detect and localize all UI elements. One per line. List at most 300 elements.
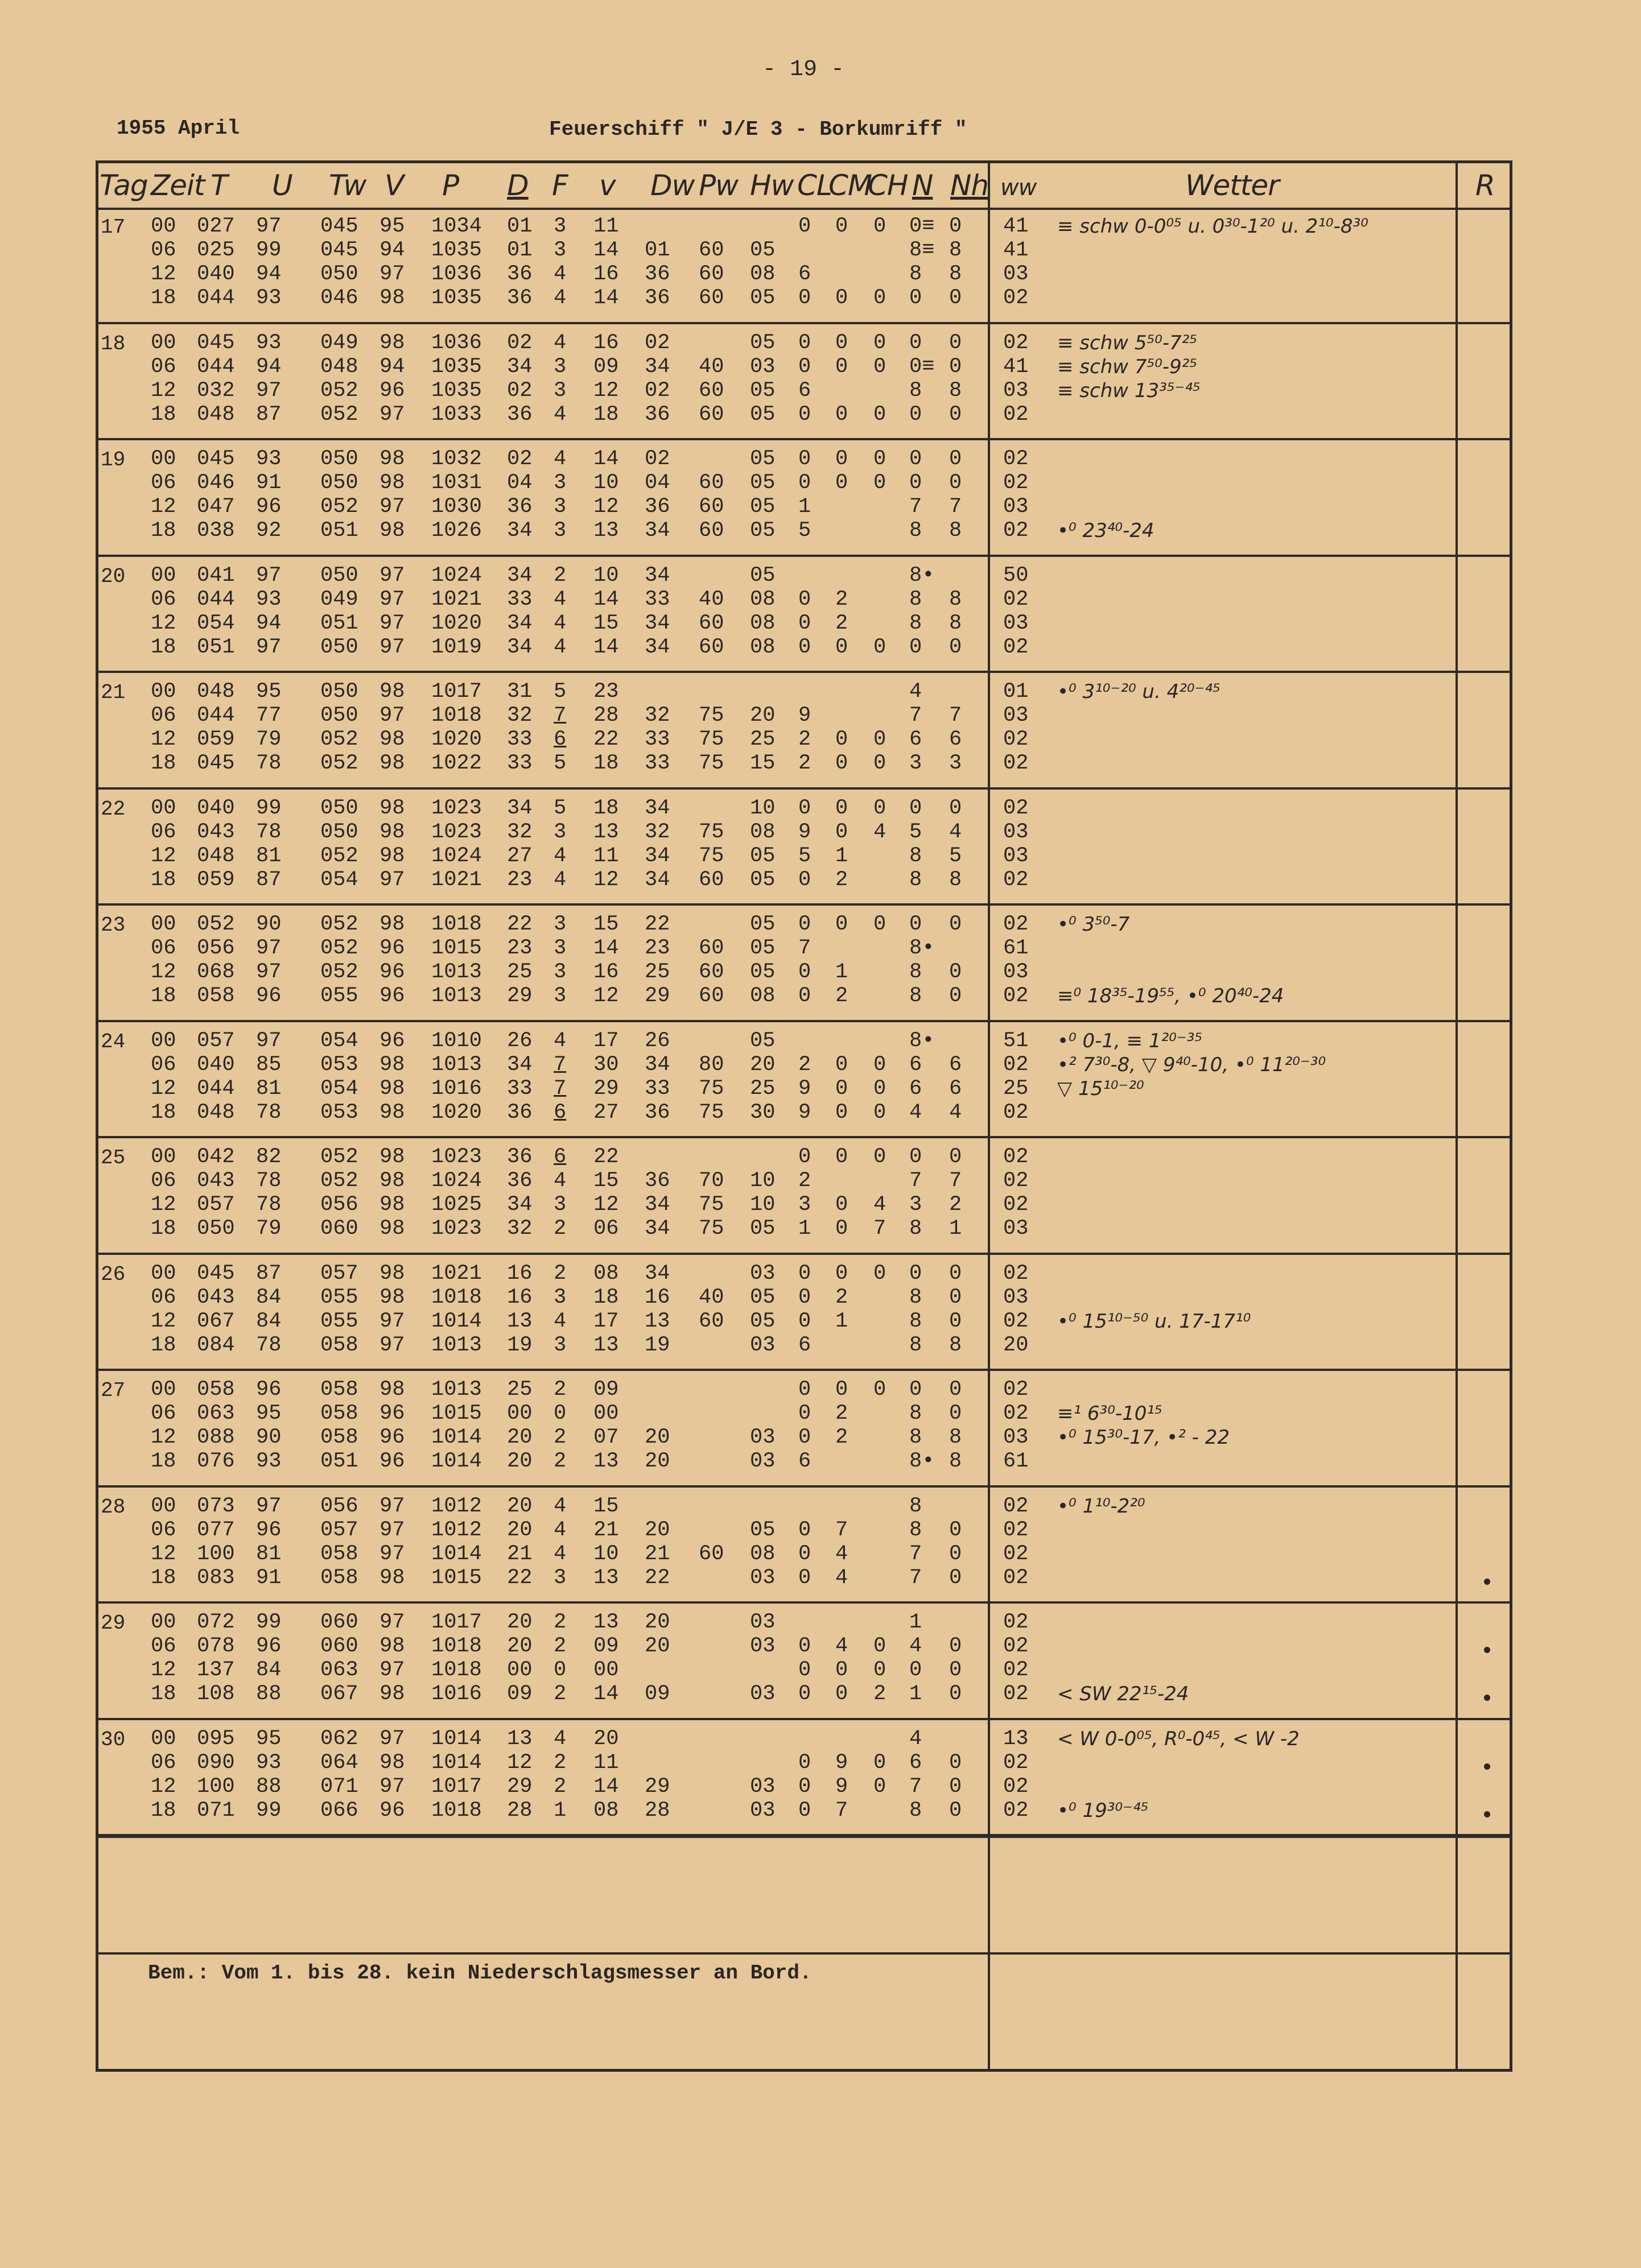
cell-v: 98 (380, 447, 405, 471)
cell-f: 3 (554, 378, 567, 403)
cell-dw: 34 (645, 796, 670, 820)
cell-hw: 30 (750, 1100, 776, 1125)
day-number: 18 (101, 332, 126, 356)
cell-tw: 052 (320, 912, 358, 936)
cell-cl: 0 (798, 1542, 811, 1566)
cell-cl: 0 (798, 635, 811, 659)
cell-u: 91 (256, 1565, 282, 1590)
cell-zeit: 12 (151, 262, 176, 286)
cell-f: 3 (554, 495, 567, 519)
cell-n: 8 (909, 844, 922, 868)
cell-cm: 0 (835, 751, 848, 775)
cell-ww: 50 (1003, 563, 1029, 588)
cell-ww: 03 (1003, 820, 1029, 844)
col-header-tw: Tw (329, 169, 366, 202)
cell-vis: 14 (593, 635, 619, 659)
cell-f: 3 (554, 820, 567, 844)
cell-ch: 0 (873, 286, 887, 310)
cell-tw: 052 (320, 378, 358, 403)
cell-n: 8≡ (909, 238, 935, 262)
cell-dw: 29 (645, 1774, 670, 1799)
cell-hw: 05 (750, 378, 776, 403)
cell-vis: 10 (593, 1542, 619, 1566)
cell-dd: 23 (507, 936, 533, 960)
cell-cm: 4 (835, 1542, 848, 1566)
cell-cl: 5 (798, 519, 811, 543)
cell-pw: 60 (699, 471, 724, 495)
cell-tw: 055 (320, 1285, 358, 1309)
cell-p: 1021 (431, 1261, 482, 1286)
cell-pw: 60 (699, 611, 724, 635)
cell-u: 90 (256, 912, 282, 936)
cell-dw: 33 (645, 728, 670, 751)
cell-ch: 7 (873, 1217, 887, 1241)
cell-cm: 0 (835, 447, 848, 471)
cell-cl: 0 (798, 1378, 811, 1402)
cell-vis: 13 (593, 1610, 619, 1634)
cell-u: 91 (256, 471, 282, 495)
cell-u: 87 (256, 1261, 282, 1286)
cell-cm: 4 (835, 1565, 848, 1590)
cell-v: 97 (380, 402, 405, 427)
cell-cl: 1 (798, 495, 811, 519)
cell-t: 041 (197, 563, 235, 588)
cell-nh: 8 (949, 1426, 962, 1449)
cell-cl: 0 (798, 1798, 811, 1823)
cell-v: 97 (380, 1542, 405, 1566)
cell-vis: 20 (593, 1726, 619, 1751)
precip-dot (1484, 1579, 1490, 1585)
cell-v: 96 (380, 1402, 405, 1426)
cell-t: 063 (197, 1402, 235, 1426)
cell-zeit: 18 (151, 984, 176, 1008)
cell-tw: 050 (320, 635, 358, 659)
cell-pw: 75 (699, 820, 724, 844)
cell-f: 5 (554, 751, 567, 775)
col-header-cl: CL (797, 169, 832, 202)
cell-ww: 02 (1003, 1100, 1029, 1125)
cell-ww: 02 (1003, 1145, 1029, 1169)
cell-vis: 18 (593, 751, 619, 775)
cell-nh: 8 (949, 587, 962, 612)
cell-t: 043 (197, 1285, 235, 1309)
cell-nh: 0 (949, 1798, 962, 1823)
col-header-cm: CM (828, 169, 872, 202)
cell-vis: 23 (593, 680, 619, 704)
cell-u: 97 (256, 378, 282, 403)
cell-zeit: 12 (151, 1193, 176, 1217)
cell-tw: 051 (320, 611, 358, 635)
cell-zeit: 12 (151, 495, 176, 519)
cell-dd: 33 (507, 1076, 533, 1101)
cell-n: 0≡ (909, 214, 935, 238)
cell-ww: 02 (1003, 984, 1029, 1008)
cell-ch: 0 (873, 1076, 887, 1101)
cell-tw: 054 (320, 1076, 358, 1101)
cell-t: 068 (197, 960, 235, 984)
cell-cm: 0 (835, 1100, 848, 1125)
cell-n: 7 (909, 704, 922, 728)
cell-pw: 60 (699, 262, 724, 286)
cell-dd: 25 (507, 1378, 533, 1402)
cell-ww: 03 (1003, 378, 1029, 403)
cell-zeit: 06 (151, 587, 176, 612)
cell-f: 3 (554, 471, 567, 495)
cell-dd: 34 (507, 796, 533, 820)
cell-cm: 0 (835, 728, 848, 751)
cell-zeit: 18 (151, 1333, 176, 1357)
cell-cl: 2 (798, 1052, 811, 1077)
cell-p: 1015 (431, 1402, 482, 1426)
cell-dd: 36 (507, 1145, 533, 1169)
cell-vis: 11 (593, 1750, 619, 1775)
wetter-note: •⁰ 19³⁰⁻⁴⁵ (1057, 1799, 1149, 1822)
cell-u: 96 (256, 984, 282, 1008)
cell-zeit: 00 (151, 214, 176, 238)
cell-f: 4 (554, 286, 567, 310)
cell-dw: 34 (645, 1217, 670, 1241)
cell-v: 97 (380, 495, 405, 519)
cell-t: 057 (197, 1028, 235, 1053)
cell-dw: 33 (645, 587, 670, 612)
cell-vis: 09 (593, 354, 619, 379)
cell-t: 044 (197, 1076, 235, 1101)
cell-dd: 21 (507, 1542, 533, 1566)
cell-t: 025 (197, 238, 235, 262)
cell-f: 3 (554, 984, 567, 1008)
wetter-note: •⁰ 3¹⁰⁻²⁰ u. 4²⁰⁻⁴⁵ (1057, 680, 1221, 703)
cell-n: 0 (909, 286, 922, 310)
cell-p: 1020 (431, 611, 482, 635)
cell-vis: 12 (593, 1193, 619, 1217)
cell-zeit: 18 (151, 1449, 176, 1473)
cell-cl: 0 (798, 1634, 811, 1658)
cell-t: 027 (197, 214, 235, 238)
cell-dw: 23 (645, 936, 670, 960)
cell-ww: 02 (1003, 728, 1029, 751)
cell-f: 2 (554, 1634, 567, 1658)
cell-hw: 08 (750, 984, 776, 1008)
cell-p: 1018 (431, 1798, 482, 1823)
cell-p: 1014 (431, 1726, 482, 1751)
cell-cl: 0 (798, 1285, 811, 1309)
cell-ww: 02 (1003, 1565, 1029, 1590)
cell-dw: 33 (645, 751, 670, 775)
cell-zeit: 00 (151, 563, 176, 588)
cell-tw: 054 (320, 867, 358, 892)
cell-u: 81 (256, 844, 282, 868)
cell-u: 96 (256, 1634, 282, 1658)
cell-dd: 29 (507, 984, 533, 1008)
cell-t: 083 (197, 1565, 235, 1590)
cell-n: 0 (909, 331, 922, 355)
cell-n: 8 (909, 1217, 922, 1241)
cell-f: 4 (554, 1169, 567, 1193)
cell-zeit: 12 (151, 1309, 176, 1333)
cell-tw: 052 (320, 960, 358, 984)
cell-dd: 33 (507, 728, 533, 751)
page-number: - 19 - (762, 57, 845, 82)
cell-cm: 1 (835, 1309, 848, 1333)
cell-tw: 046 (320, 286, 358, 310)
cell-n: 0 (909, 1378, 922, 1402)
cell-tw: 058 (320, 1426, 358, 1449)
cell-p: 1015 (431, 1565, 482, 1590)
cell-zeit: 12 (151, 1658, 176, 1682)
cell-cl: 0 (798, 1518, 811, 1542)
cell-n: 8 (909, 519, 922, 543)
cell-nh: 0 (949, 1542, 962, 1566)
cell-u: 97 (256, 1028, 282, 1053)
cell-dw: 22 (645, 1565, 670, 1590)
cell-ww: 02 (1003, 1169, 1029, 1193)
cell-vis: 17 (593, 1028, 619, 1053)
cell-ww: 41 (1003, 238, 1029, 262)
cell-u: 93 (256, 286, 282, 310)
cell-u: 95 (256, 1726, 282, 1751)
cell-cm: 2 (835, 1426, 848, 1449)
cell-nh: 0 (949, 1402, 962, 1426)
cell-n: 1 (909, 1682, 922, 1706)
cell-vis: 00 (593, 1658, 619, 1682)
cell-t: 095 (197, 1726, 235, 1751)
cell-ch: 0 (873, 1100, 887, 1125)
cell-vis: 18 (593, 1285, 619, 1309)
cell-t: 044 (197, 587, 235, 612)
cell-cl: 0 (798, 471, 811, 495)
cell-pw: 60 (699, 495, 724, 519)
cell-v: 97 (380, 1774, 405, 1799)
cell-p: 1015 (431, 936, 482, 960)
cell-t: 048 (197, 402, 235, 427)
cell-p: 1030 (431, 495, 482, 519)
cell-zeit: 06 (151, 238, 176, 262)
cell-u: 99 (256, 238, 282, 262)
cell-hw: 03 (750, 1610, 776, 1634)
cell-ch: 0 (873, 471, 887, 495)
cell-v: 95 (380, 214, 405, 238)
cell-ww: 02 (1003, 471, 1029, 495)
cell-dw: 02 (645, 378, 670, 403)
wetter-note: ▽ 15¹⁰⁻²⁰ (1057, 1077, 1144, 1100)
cell-ch: 0 (873, 796, 887, 820)
cell-cm: 0 (835, 820, 848, 844)
cell-cl: 9 (798, 704, 811, 728)
cell-n: 4 (909, 1634, 922, 1658)
cell-f: 4 (554, 844, 567, 868)
cell-t: 045 (197, 447, 235, 471)
cell-cm: 0 (835, 471, 848, 495)
cell-zeit: 18 (151, 1100, 176, 1125)
cell-f: 2 (554, 1449, 567, 1473)
cell-u: 78 (256, 1100, 282, 1125)
cell-n: 0 (909, 471, 922, 495)
day-number: 22 (101, 797, 126, 821)
cell-cm: 0 (835, 214, 848, 238)
cell-nh: 8 (949, 519, 962, 543)
cell-f: 7 (554, 1052, 567, 1077)
day-separator (98, 1369, 1510, 1371)
cell-ch: 0 (873, 331, 887, 355)
cell-zeit: 12 (151, 844, 176, 868)
cell-p: 1032 (431, 447, 482, 471)
cell-n: 8• (909, 936, 935, 960)
cell-dw: 33 (645, 1076, 670, 1101)
cell-t: 059 (197, 867, 235, 892)
cell-dd: 20 (507, 1610, 533, 1634)
cell-zeit: 06 (151, 1052, 176, 1077)
cell-tw: 052 (320, 1145, 358, 1169)
cell-cl: 9 (798, 1076, 811, 1101)
cell-pw: 60 (699, 402, 724, 427)
cell-dd: 02 (507, 331, 533, 355)
cell-tw: 051 (320, 519, 358, 543)
cell-f: 4 (554, 867, 567, 892)
cell-p: 1012 (431, 1494, 482, 1518)
cell-t: 045 (197, 331, 235, 355)
cell-hw: 03 (750, 1798, 776, 1823)
cell-f: 7 (554, 704, 567, 728)
cell-v: 98 (380, 1634, 405, 1658)
cell-u: 93 (256, 1449, 282, 1473)
cell-nh: 0 (949, 796, 962, 820)
cell-vis: 13 (593, 519, 619, 543)
cell-pw: 60 (699, 936, 724, 960)
cell-p: 1021 (431, 867, 482, 892)
cell-ww: 03 (1003, 262, 1029, 286)
cell-v: 97 (380, 704, 405, 728)
cell-f: 4 (554, 1726, 567, 1751)
cell-tw: 058 (320, 1333, 358, 1357)
cell-cm: 0 (835, 635, 848, 659)
cell-hw: 08 (750, 587, 776, 612)
cell-f: 4 (554, 1309, 567, 1333)
cell-zeit: 18 (151, 1798, 176, 1823)
cell-ww: 02 (1003, 1193, 1029, 1217)
col-header-ch: CH (868, 169, 908, 202)
cell-nh: 0 (949, 635, 962, 659)
cell-u: 78 (256, 1193, 282, 1217)
cell-f: 3 (554, 1285, 567, 1309)
cell-pw: 75 (699, 704, 724, 728)
cell-zeit: 00 (151, 1726, 176, 1751)
cell-cl: 0 (798, 402, 811, 427)
cell-f: 2 (554, 1378, 567, 1402)
cell-f: 4 (554, 1028, 567, 1053)
cell-t: 043 (197, 820, 235, 844)
cell-hw: 05 (750, 1309, 776, 1333)
cell-zeit: 12 (151, 728, 176, 751)
cell-dw: 34 (645, 1193, 670, 1217)
cell-dd: 34 (507, 563, 533, 588)
cell-dw: 19 (645, 1333, 670, 1357)
cell-zeit: 06 (151, 820, 176, 844)
cell-dd: 19 (507, 1333, 533, 1357)
cell-zeit: 18 (151, 1682, 176, 1706)
cell-ww: 01 (1003, 680, 1029, 704)
cell-pw: 75 (699, 1076, 724, 1101)
cell-p: 1035 (431, 286, 482, 310)
cell-pw: 40 (699, 1285, 724, 1309)
cell-f: 4 (554, 402, 567, 427)
cell-u: 93 (256, 1750, 282, 1775)
cell-u: 78 (256, 1333, 282, 1357)
cell-tw: 052 (320, 936, 358, 960)
cell-ww: 02 (1003, 447, 1029, 471)
cell-u: 78 (256, 1169, 282, 1193)
day-separator (98, 1485, 1510, 1488)
cell-zeit: 12 (151, 1542, 176, 1566)
cell-ch: 4 (873, 1193, 887, 1217)
cell-v: 97 (380, 1726, 405, 1751)
cell-vis: 13 (593, 1565, 619, 1590)
cell-u: 84 (256, 1309, 282, 1333)
cell-pw: 60 (699, 1309, 724, 1333)
cell-ch: 0 (873, 1774, 887, 1799)
cell-hw: 08 (750, 820, 776, 844)
cell-t: 059 (197, 728, 235, 751)
cell-n: 8 (909, 587, 922, 612)
cell-nh: 4 (949, 1100, 962, 1125)
cell-dd: 25 (507, 960, 533, 984)
cell-ww: 41 (1003, 354, 1029, 379)
cell-dd: 34 (507, 635, 533, 659)
cell-u: 88 (256, 1774, 282, 1799)
cell-tw: 052 (320, 1169, 358, 1193)
cell-ww: 03 (1003, 1217, 1029, 1241)
cell-cl: 0 (798, 1402, 811, 1426)
cell-cm: 0 (835, 402, 848, 427)
cell-dd: 27 (507, 844, 533, 868)
cell-zeit: 00 (151, 1378, 176, 1402)
cell-t: 078 (197, 1634, 235, 1658)
cell-n: 8 (909, 984, 922, 1008)
cell-p: 1020 (431, 1100, 482, 1125)
cell-ch: 0 (873, 214, 887, 238)
cell-hw: 05 (750, 936, 776, 960)
col-header-zeit: Zeit (151, 169, 205, 202)
cell-vis: 09 (593, 1634, 619, 1658)
cell-cm: 0 (835, 1145, 848, 1169)
cell-n: 4 (909, 680, 922, 704)
cell-hw: 03 (750, 1565, 776, 1590)
wetter-note: < SW 22¹⁵-24 (1057, 1683, 1189, 1705)
cell-u: 94 (256, 354, 282, 379)
cell-n: 8• (909, 1028, 935, 1053)
wetter-note: ≡⁰ 18³⁵-19⁵⁵, •⁰ 20⁴⁰-24 (1057, 985, 1284, 1007)
cell-vis: 13 (593, 820, 619, 844)
cell-cl: 2 (798, 751, 811, 775)
day-number: 23 (101, 914, 126, 937)
cell-t: 077 (197, 1518, 235, 1542)
cell-vis: 17 (593, 1309, 619, 1333)
cell-n: 0 (909, 447, 922, 471)
cell-cm: 1 (835, 960, 848, 984)
cell-f: 3 (554, 238, 567, 262)
cell-ch: 0 (873, 1634, 887, 1658)
cell-cm: 0 (835, 331, 848, 355)
cell-ch: 0 (873, 751, 887, 775)
cell-dw: 34 (645, 1261, 670, 1286)
precip-dot (1484, 1811, 1490, 1817)
cell-hw: 05 (750, 1285, 776, 1309)
log-table (96, 160, 1512, 2072)
cell-nh: 0 (949, 214, 962, 238)
col-header-p: P (442, 169, 459, 202)
cell-ww: 02 (1003, 1610, 1029, 1634)
cell-f: 4 (554, 262, 567, 286)
cell-vis: 11 (593, 214, 619, 238)
